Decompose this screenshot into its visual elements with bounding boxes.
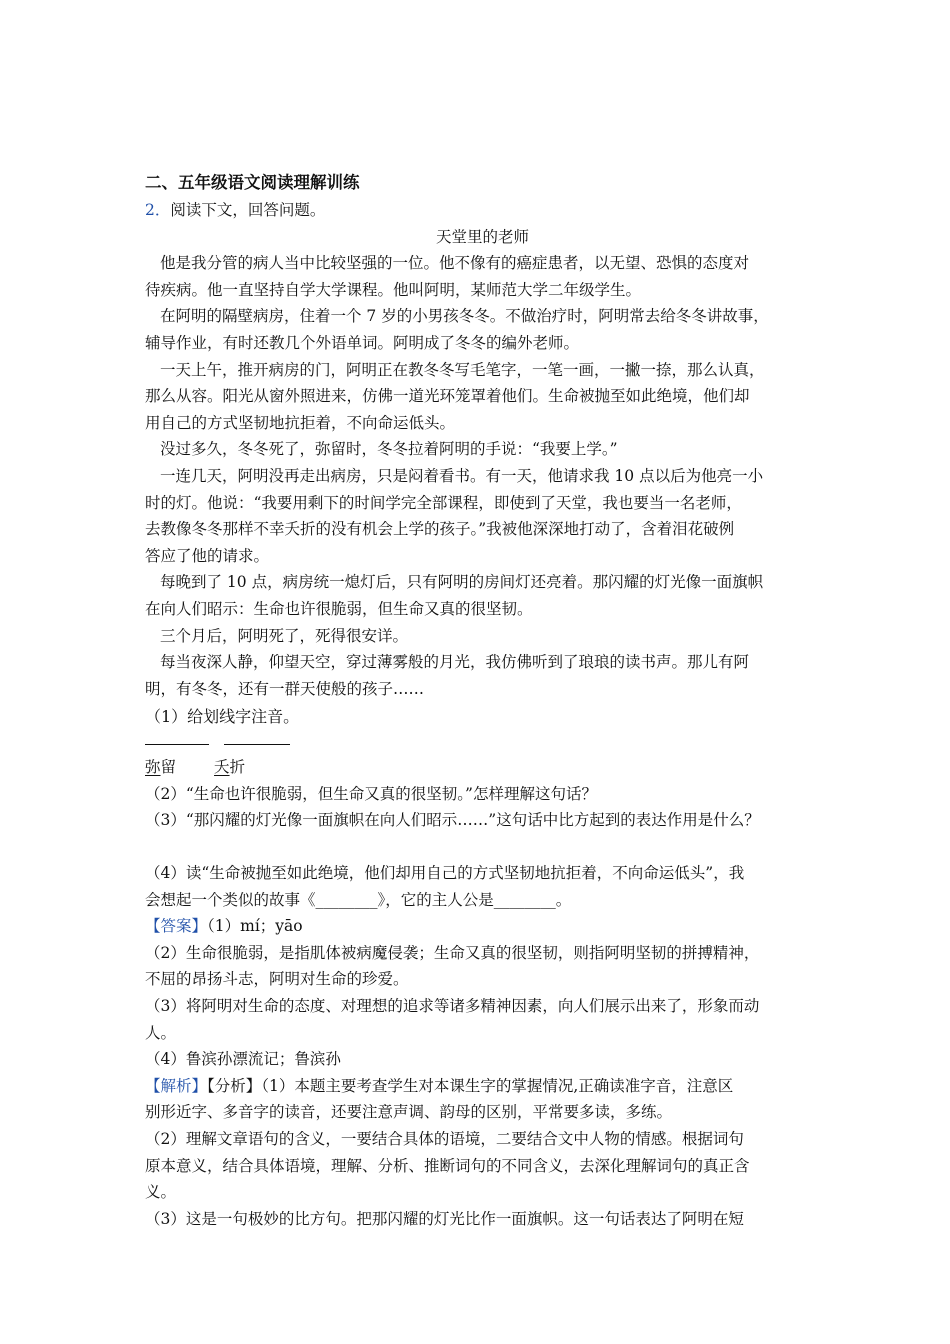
underlined-char-2: 夭 — [214, 758, 230, 777]
subquestion-2: （2）“生命也许很脆弱，但生命又真的很坚韧。”怎样理解这句话？ — [145, 784, 597, 803]
passage-line: 三个月后，阿明死了，死得很安详。 — [160, 626, 409, 645]
analysis-line: （2）理解文章语句的含义，一要结合具体的语境，二要结合文中人物的情感。根据词句 — [145, 1130, 744, 1148]
passage-line: 答应了他的请求。 — [145, 546, 270, 565]
passage-line: 时的灯。他说：“我要用剩下的时间学完全部课程，即使到了天堂，我也要当一名老师， — [145, 493, 742, 512]
analysis-line: 别形近字、多音字的读音，还要注意声调、韵母的区别，平常要多读，多练。 — [145, 1103, 673, 1122]
passage-line: 用自己的方式坚韧地抗拒着，不向命运低头。 — [145, 413, 456, 432]
document-page — [145, 170, 820, 1232]
passage-line: 一天上午，推开病房的门，阿明正在教冬冬写毛笔字，一笔一画，一撇一捺，那么认真， — [160, 360, 765, 379]
analysis-line: 原本意义，结合具体语境，理解、分析、推断词句的不同含义，去深化理解词句的真正含 — [145, 1156, 750, 1175]
passage-line: 一连几天，阿明没再走出病房，只是闷着看书。有一天，他请求我 10 点以后为他亮一小 — [160, 466, 764, 485]
analysis-header — [145, 1073, 820, 1100]
passage-line: 每当夜深人静，仰望天空，穿过薄雾般的月光，我仿佛听到了琅琅的读书声。那儿有阿 — [160, 653, 750, 672]
passage-line: 他是我分管的病人当中比较坚强的一位。他不像有的癌症患者，以无望、恐惧的态度对 — [160, 254, 750, 273]
passage-line: 在阿明的隔壁病房，住着一个 7 岁的小男孩冬冬。不做治疗时，阿明常去给冬冬讲故事， — [160, 307, 769, 326]
pinyin-blank-2[interactable] — [224, 744, 290, 745]
subquestion-4-line-1: （4）读“生命被抛至如此绝境，他们却用自己的方式坚韧地抗拒着，不向命运低头”，我 — [145, 864, 745, 883]
question-prompt: 阅读下文，回答问题。 — [170, 201, 326, 219]
answer-label: 【答案】 — [145, 917, 208, 936]
subquestion-3: （3）“那闪耀的灯光像一面旗帜在向人们昭示……”这句话中比方起到的表达作用是什么？ — [145, 811, 760, 830]
passage-line: 在向人们昭示：生命也许很脆弱，但生命又真的很坚韧。 — [145, 599, 533, 618]
answer-header — [145, 913, 820, 940]
analysis-line: 义。 — [145, 1183, 177, 1202]
pinyin-blanks — [145, 732, 820, 754]
analysis-line: （3）这是一句极妙的比方句。把那闪耀的灯光比作一面旗帜。这一句话表达了阿明在短 — [145, 1209, 744, 1228]
answer-line: （2）生命很脆弱，是指肌体被病魔侵袭；生命又真的很坚韧，则指阿明坚韧的拼搏精神， — [145, 943, 760, 962]
pinyin-blank-1[interactable] — [145, 744, 209, 745]
answer-line: （3）将阿明对生命的态度、对理想的追求等诸多精神因素，向人们展示出来了，形象而动 — [145, 997, 760, 1016]
underlined-char-1: 弥 — [145, 758, 161, 777]
subquestion-4-line-2: 会想起一个类似的故事《________》，它的主人公是________。 — [145, 890, 572, 909]
passage-body — [145, 250, 820, 702]
passage-line: 那么从容。阳光从窗外照进来，仿佛一道光环笼罩着他们。生命被抛至如此绝境，他们却 — [145, 387, 750, 406]
word-2-rest: 折 — [229, 758, 246, 777]
passage-line: 没过多久，冬冬死了，弥留时，冬冬拉着阿明的手说：“我要上学。” — [160, 440, 618, 459]
subquestion-1: （1）给划线字注音。 — [145, 707, 300, 727]
answer-line: （4）鲁滨孙漂流记；鲁滨孙 — [145, 1050, 341, 1069]
passage-line: 去教像冬冬那样不幸夭折的没有机会上学的孩子。”我被他深深地打动了，含着泪花破例 — [145, 520, 735, 539]
passage-line: 辅导作业，有时还教几个外语单词。阿明成了冬冬的编外老师。 — [145, 333, 580, 352]
answer-line: 人。 — [145, 1023, 177, 1042]
answer-line: 不屈的昂扬斗志，阿明对生命的珍爱。 — [145, 970, 409, 989]
question-number: 2． — [145, 201, 171, 219]
passage-title: 天堂里的老师 — [435, 227, 529, 246]
underlined-words — [145, 754, 820, 781]
analysis-first-line: 【分析】（1）本题主要考查学生对本课生字的掌握情况,正确读准字音，注意区 — [207, 1076, 734, 1095]
question-header — [145, 197, 820, 224]
passage-line: 待疾病。他一直坚持自学大学课程。他叫阿明，某师范大学二年级学生。 — [145, 280, 642, 299]
word-1-rest: 留 — [160, 758, 177, 777]
section-title: 二、五年级语文阅读理解训练 — [145, 173, 360, 192]
answer-1: （1）mí；yāo — [207, 917, 303, 936]
passage-line: 明，有冬冬，还有一群天使般的孩子…… — [145, 679, 425, 698]
passage-line: 每晚到了 10 点，病房统一熄灯后，只有阿明的房间灯还亮着。那闪耀的灯光像一面旗帜 — [160, 573, 764, 592]
analysis-label: 【解析】 — [145, 1076, 208, 1095]
